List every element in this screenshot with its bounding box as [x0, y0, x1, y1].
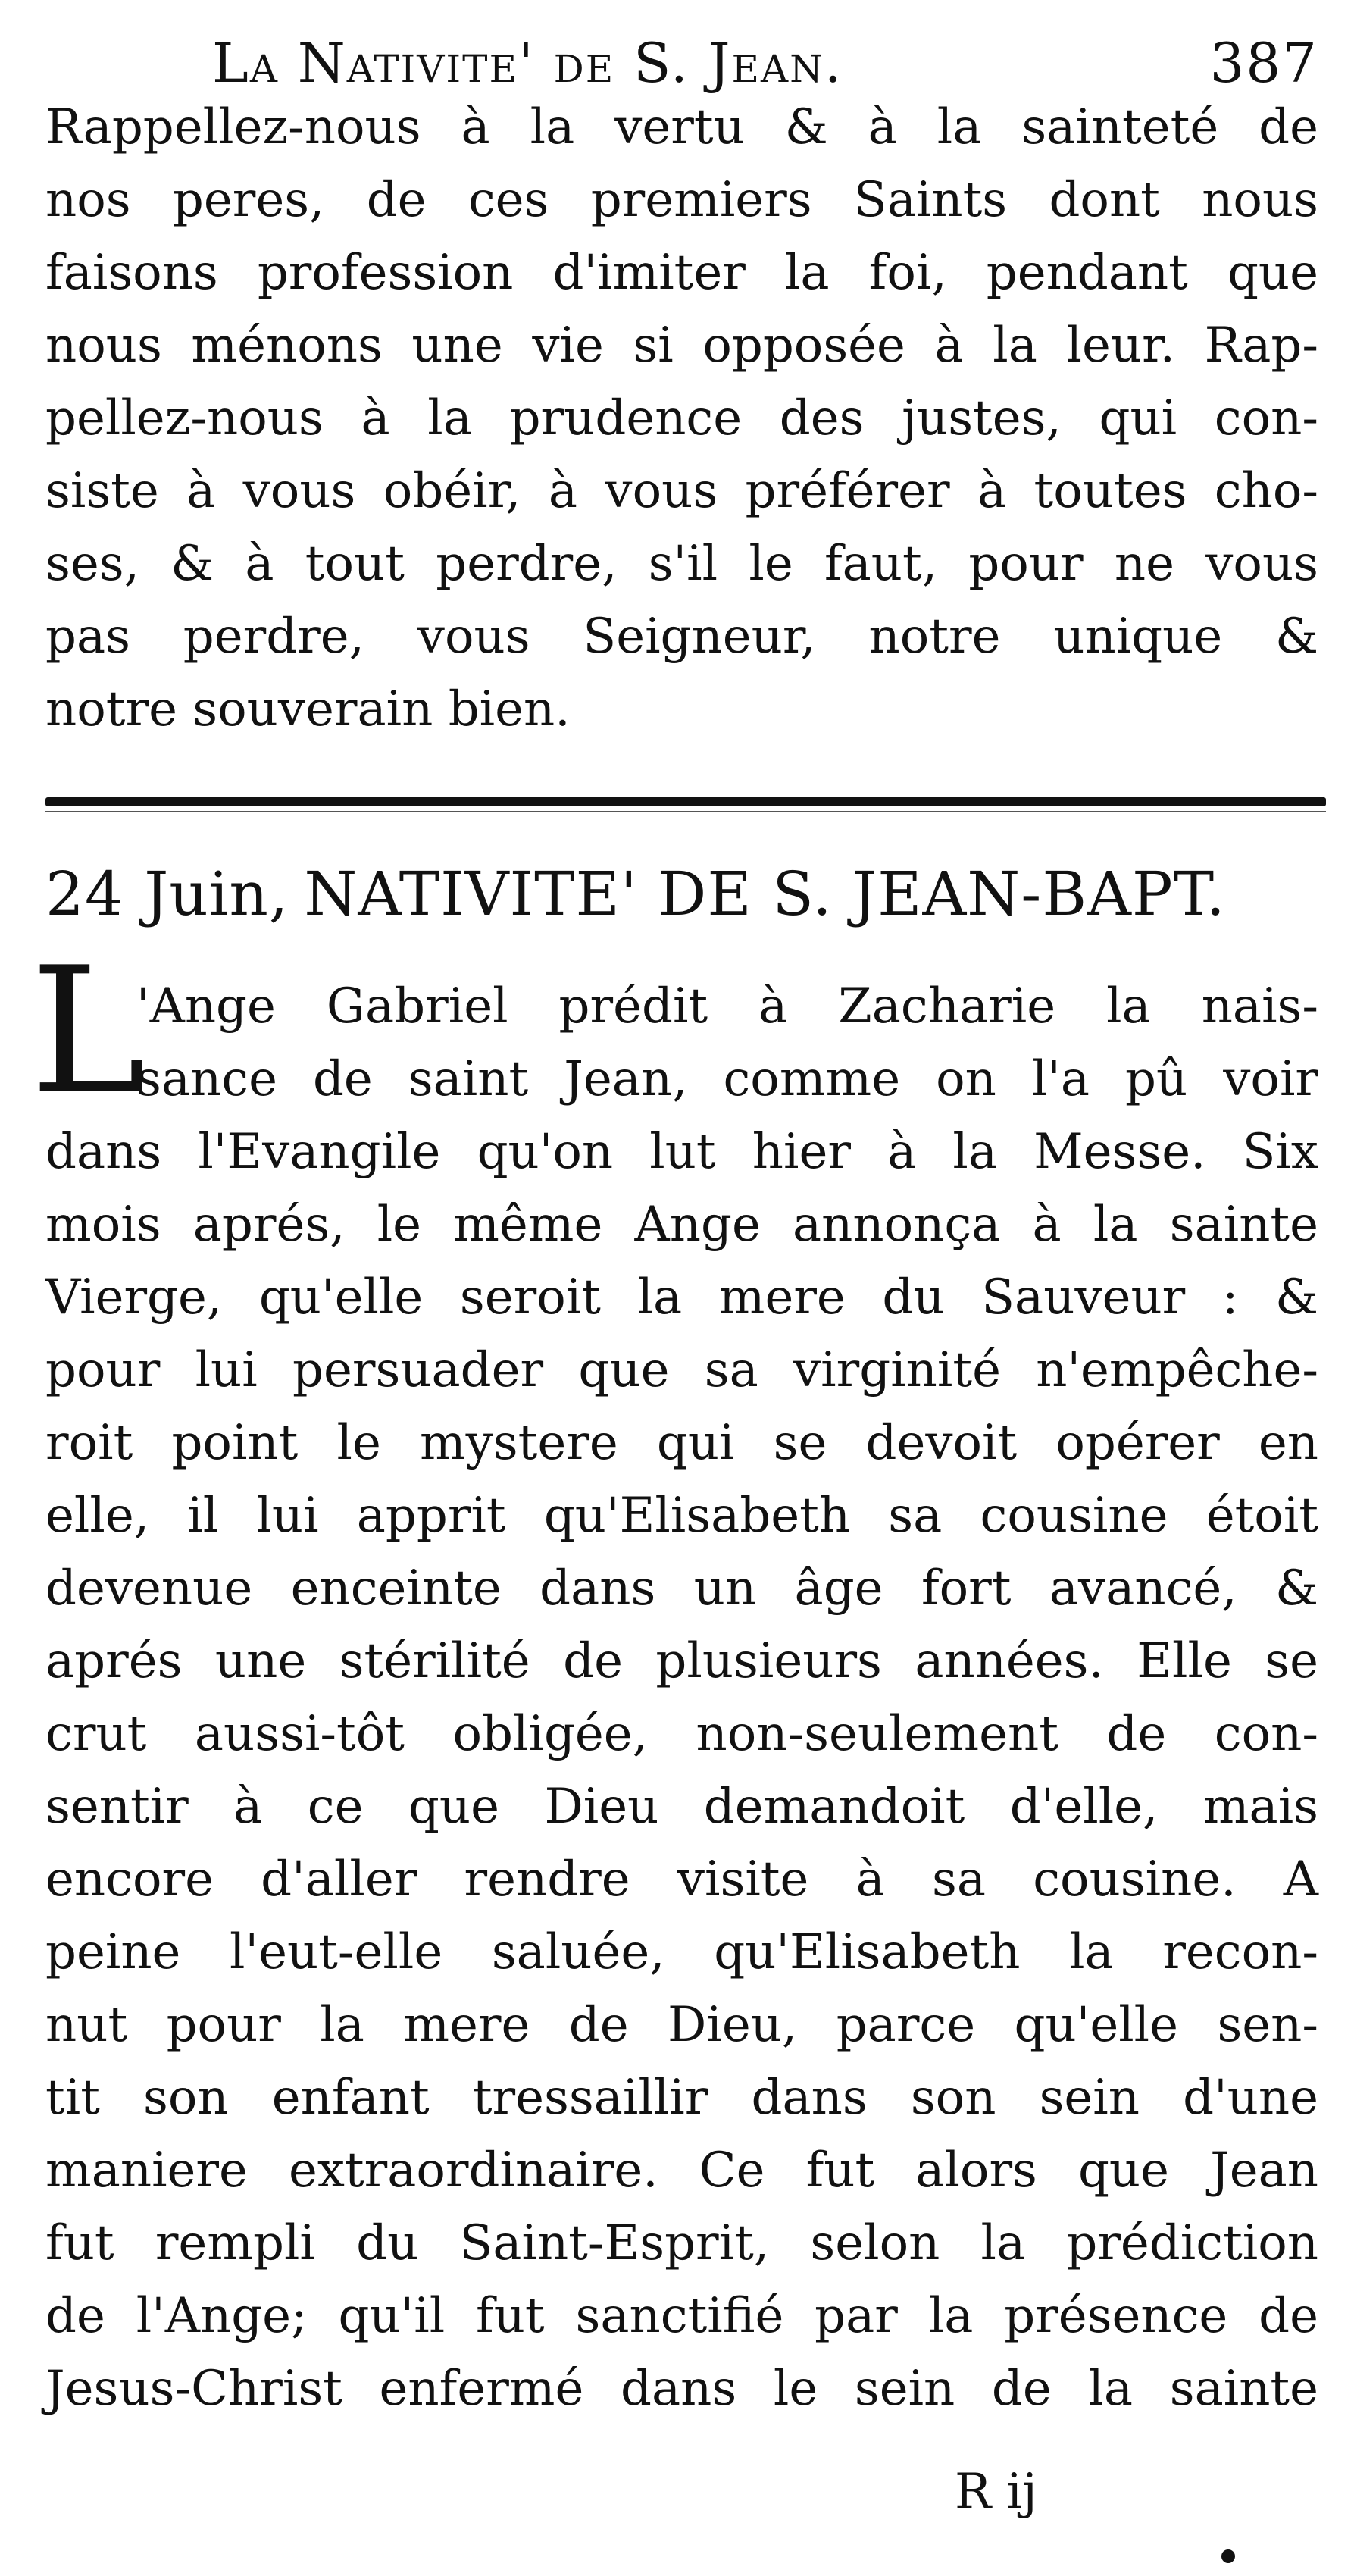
section-title: NATIVITE' DE S. JEAN-BAPT. [304, 859, 1226, 929]
main-passage-line-8: elle, il lui apprit qu'Elisabeth sa cousine étoit [45, 1488, 1318, 1544]
main-passage-line-2: sance de saint Jean, comme on l'a pû voir [136, 1051, 1318, 1107]
top-passage-line-6: siste à vous obéir, à vous préférer à toutes cho- [45, 463, 1318, 519]
top-passage-line-2: nos peres, de ces premiers Saints dont nous [45, 172, 1318, 228]
main-passage-line-12: sentir à ce que Dieu demandoit d'elle, mais [45, 1779, 1318, 1835]
top-passage-line-3: faisons profession d'imiter la foi, pendant que [45, 245, 1318, 301]
main-passage-line-9: devenue enceinte dans un âge fort avancé, & [45, 1560, 1318, 1617]
main-passage-line-16: tit son enfant tressaillir dans son sein d'une [45, 2070, 1318, 2126]
section-date: 24 Juin, [45, 859, 289, 929]
main-passage-line-19: de l'Ange; qu'il fut sanctifié par la présence de [45, 2288, 1318, 2344]
main-passage-line-18: fut rempli du Saint-Esprit, selon la prédiction [45, 2215, 1318, 2271]
main-passage-line-6: pour lui persuader que sa virginité n'empêche- [45, 1342, 1318, 1398]
top-passage-line-9: notre souverain bien. [45, 681, 571, 737]
main-passage-line-15: nut pour la mere de Dieu, parce qu'elle sen- [45, 1997, 1318, 2053]
running-title: La Nativite' de S. Jean. [212, 31, 843, 95]
section-divider-thin-rule [45, 811, 1326, 812]
main-passage-line-5: Vierge, qu'elle seroit la mere du Sauveur : & [45, 1269, 1318, 1326]
top-passage-line-4: nous ménons une vie si opposée à la leur. Rap- [45, 318, 1318, 374]
page-number: 387 [1209, 31, 1318, 95]
signature-mark: R ij [955, 2464, 1037, 2520]
section-heading [45, 849, 1326, 940]
main-passage-line-7: roit point le mystere qui se devoit opérer en [45, 1415, 1318, 1471]
section-divider-rule [45, 797, 1326, 806]
top-passage-line-8: pas perdre, vous Seigneur, notre unique & [45, 609, 1318, 665]
ink-dot [1221, 2549, 1235, 2563]
main-passage-line-3: dans l'Evangile qu'on lut hier à la Messe. Six [45, 1124, 1318, 1180]
drop-cap: L [30, 931, 146, 1133]
main-passage-line-14: peine l'eut-elle saluée, qu'Elisabeth la recon- [45, 1924, 1318, 1980]
top-passage-line-7: ses, & à tout perdre, s'il le faut, pour ne vous [45, 536, 1318, 592]
main-passage-line-1: 'Ange Gabriel prédit à Zacharie la nais- [136, 978, 1318, 1034]
main-passage-line-20: Jesus-Christ enfermé dans le sein de la sainte [45, 2361, 1318, 2417]
main-passage-line-10: aprés une stérilité de plusieurs années. Elle se [45, 1633, 1318, 1689]
main-passage-line-4: mois aprés, le même Ange annonça à la sainte [45, 1197, 1318, 1253]
main-passage-line-11: crut aussi-tôt obligée, non-seulement de con- [45, 1706, 1318, 1762]
top-passage-line-1: Rappellez-nous à la vertu & à la sainteté de [45, 99, 1318, 155]
top-passage-line-5: pellez-nous à la prudence des justes, qui con- [45, 390, 1318, 446]
main-passage-line-13: encore d'aller rendre visite à sa cousine. A [45, 1851, 1318, 1908]
main-passage-line-17: maniere extraordinaire. Ce fut alors que Jean [45, 2142, 1318, 2199]
